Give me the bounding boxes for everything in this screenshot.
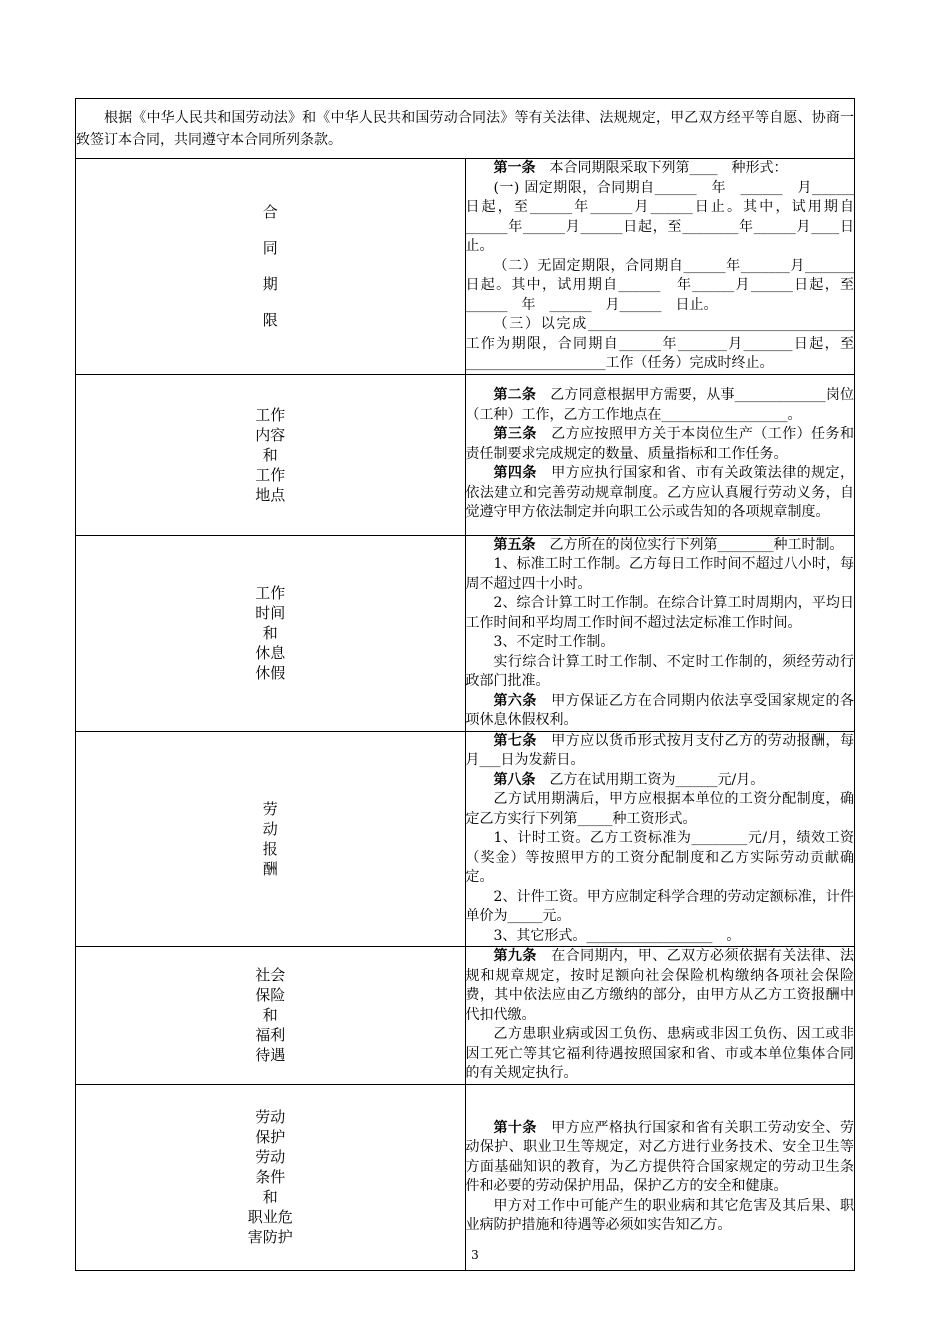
hours-option-comprehensive: 2、综合计算工时工作制。在综合计算工时周期内，平均日工作时间和平均周工作时间不超过法定标准工作时间。	[465, 595, 854, 631]
pay-option-other: 3、其它形式。__________________ 。	[493, 927, 741, 944]
article-4: 第四条 甲方应执行国家和省、市有关政策法律的规定，依法建立和完善劳动规章制度。乙方应认真履行劳动义务，自觉遵守甲方依法制定并向职工公示或告知的各项规章制度。	[465, 465, 854, 521]
hours-approval-note: 实行综合计算工时工作制、不定时工作制的，须经劳动行政部门批准。	[465, 653, 854, 689]
protection-label: 劳动 保护 劳动 条件 和 职业危 害防护	[76, 1084, 466, 1270]
article-2: 第二条 乙方同意根据甲方需要，从事_____________岗位（工种）工作，乙方工作地点在__________________。	[465, 387, 855, 423]
article-5: 第五条 乙方所在的岗位实行下列第________种工时制。	[493, 536, 844, 553]
term-content	[465, 159, 868, 375]
article-6: 第六条 甲方保证乙方在合同期内依法享受国家规定的各项休息休假权利。	[465, 692, 854, 728]
contract-table	[75, 98, 868, 1271]
hours-option-flexible: 3、不定时工作制。	[493, 634, 615, 650]
pay-label: 劳 动 报 酬	[76, 731, 466, 947]
protection-content	[465, 1084, 855, 1270]
welfare-paragraph: 乙方患职业病或因工负伤、患病或非因工负伤、因工或非因工死亡等其它福利待遇按照国家和省、市或本单位集体合同的有关规定执行。	[465, 1026, 854, 1081]
insurance-content	[465, 947, 855, 1085]
article-1: 第一条 本合同期限采取下列第____ 种形式：	[493, 160, 788, 176]
article-3: 第三条 乙方应按照甲方关于本岗位生产（工作）任务和责任制要求完成规定的数量、质量指标和工作任务。	[465, 426, 854, 462]
work-label: 工作 内容 和 工作 地点	[76, 374, 466, 535]
hazard-notice: 甲方对工作中可能产生的职业病和其它危害及其后果、职业病防护措施和待遇等必须如实告知乙方。	[465, 1197, 854, 1233]
insurance-label: 社会 保险 和 福利 待遇	[76, 947, 466, 1085]
pay-after-trial: 乙方试用期满后，甲方应根据本单位的工资分配制度，确定乙方实行下列第_____种工资形式。	[465, 791, 854, 827]
pay-option-time: 1、计时工资。乙方工资标准为________元/月，绩效工资（奖金）等按照甲方的工资分配制度和乙方实际劳动贡献确定。	[465, 830, 854, 885]
intro-paragraph: 根据《中华人民共和国劳动法》和《中华人民共和国劳动合同法》等有关法律、法规规定，甲乙双方经平等自愿、协商一致签订本合同，共同遵守本合同所列条款。	[76, 99, 855, 159]
term-option-open: （二）无固定期限，合同期自______年_______月_______日起。其中，试用期自______ 年______月______日起，至______ 年 ______ 月______ 日止。	[465, 257, 854, 313]
article-7: 第七条 甲方应以货币形式按月支付乙方的劳动报酬，每月___日为发薪日。	[465, 732, 854, 768]
article-9: 第九条 在合同期内，甲、乙双方必须依据有关法律、法规和规章规定，按时足额向社会保险机构缴纳各项社会保险费，其中依法应由乙方缴纳的部分，由甲方从乙方工资报酬中代扣代缴。	[465, 948, 854, 1023]
work-content	[465, 374, 855, 535]
page-number: 3	[471, 1248, 479, 1262]
term-label: 合 同 期 限	[76, 159, 466, 375]
term-option-fixed: (一) 固定期限，合同期自______ 年 ______ 月______ 日起，至______年______月______日止。其中，试用期自______年______月______日起，至________年______月____日止。	[465, 179, 868, 254]
pay-option-piece: 2、计件工资。甲方应制定科学合理的劳动定额标准，计件单价为_____元。	[465, 888, 854, 924]
hours-label: 工作 时间 和 休息 休假	[76, 535, 466, 731]
hours-option-standard: 1、标准工时工作制。乙方每日工作时间不超过八小时，每周不超过四十小时。	[465, 556, 854, 592]
hours-content	[465, 535, 855, 731]
article-8: 第八条 乙方在试用期工资为______元/月。	[493, 771, 765, 788]
article-10: 第十条 甲方应严格执行国家和省有关职工劳动安全、劳动保护、职业卫生等规定，对乙方进行业务技术、安全卫生等方面基础知识的教育，为乙方提供符合国家规定的劳动卫生条件和必要的劳动保护用品，保护乙方的安全和健康。	[465, 1119, 854, 1194]
pay-content	[465, 731, 855, 947]
term-option-task: （三）以完成______________________________________工作为期限，合同期自______年_______月_______日起，至 ____________________工作（任务）完成时终止。	[465, 316, 868, 371]
